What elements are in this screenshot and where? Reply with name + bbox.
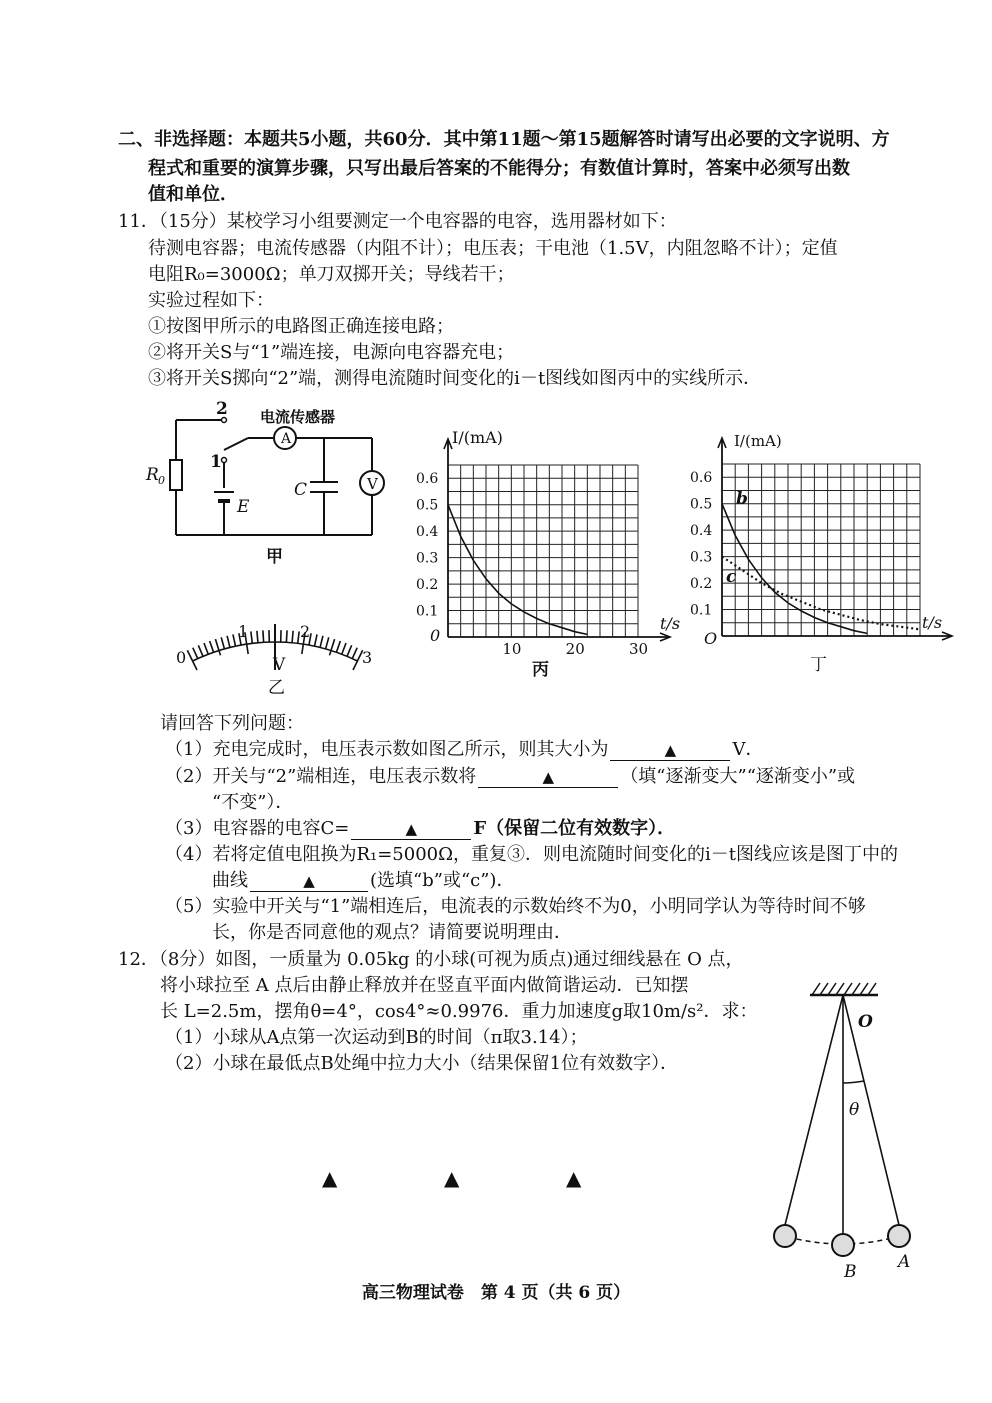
meter-tick-mark xyxy=(330,639,335,655)
q11-step-3: ③将开关S掷向“2”端，测得电流随时间变化的i－t图线如图丙中的实线所示． xyxy=(148,368,762,389)
q11-sub3-unit: F（保留二位有效数字）． xyxy=(473,818,676,839)
x-tick-label: 30 xyxy=(629,640,649,658)
figure-yi-label: 乙 xyxy=(268,678,285,698)
meter-tick-2: 2 xyxy=(300,622,311,641)
pendulum-theta-label: θ xyxy=(849,1100,860,1120)
ding-origin: O xyxy=(704,629,718,648)
circuit-diagram xyxy=(140,400,390,570)
q11-sub4-cont xyxy=(212,869,514,893)
chart-ding xyxy=(690,430,980,680)
q11-sub3 xyxy=(165,817,675,841)
bing-ylabel: I/(mA) xyxy=(452,428,503,447)
pendulum-diagram xyxy=(760,975,930,1285)
y-tick-label: 0.2 xyxy=(690,576,713,593)
meter-tick-mark xyxy=(352,648,357,659)
y-tick-label: 0.5 xyxy=(416,497,439,514)
ding-curve-b xyxy=(722,504,867,634)
ball-left-icon xyxy=(774,1225,796,1247)
meter-tick-mark xyxy=(298,631,299,643)
y-tick-label: 0.6 xyxy=(416,471,439,488)
y-tick-label: 0.1 xyxy=(416,603,439,620)
meter-tick-mark xyxy=(320,636,323,648)
meter-tick-mark xyxy=(204,643,208,654)
q12-line-1: 12．（8分）如图，一质量为 0.05kg 的小球(可视为质点)通过细线悬在 O 点， xyxy=(118,949,744,970)
meter-tick-mark xyxy=(286,630,287,642)
c-label: C xyxy=(294,480,308,500)
meter-tick-1: 1 xyxy=(238,622,249,641)
ding-curve-c-label: c xyxy=(726,567,737,587)
bing-xlabel: t/s xyxy=(660,614,681,633)
r0-label: R xyxy=(146,465,159,485)
q12-line-3: 长 L=2.5m，摆角θ=4°，cos4°≈0.9976．重力加速度g取10m/s²．求： xyxy=(160,1001,758,1022)
q11-sub5-cont: 长，你是否同意他的观点？请简要说明理由． xyxy=(212,922,572,943)
meter-tick-0: 0 xyxy=(176,648,187,667)
q11-sub1-blank[interactable] xyxy=(610,740,730,761)
terminal-2: 2 xyxy=(216,399,228,419)
y-tick-label: 0.1 xyxy=(690,602,713,619)
q11-sub4-hint: (选填“b”或“c”)． xyxy=(370,870,515,891)
ammeter-label: A xyxy=(281,431,292,447)
q11-sub2-cont: “不变”）． xyxy=(212,792,294,813)
blank-mark: ▲ xyxy=(405,820,418,838)
y-tick-label: 0.3 xyxy=(690,549,713,566)
q11-sub1-unit: V． xyxy=(732,739,764,760)
y-tick-label: 0.2 xyxy=(416,577,439,594)
q11-materials-2: 电阻R₀=3000Ω；单刀双掷开关；导线若干； xyxy=(148,264,515,285)
meter-tick-mark xyxy=(227,636,230,648)
y-tick-label: 0.4 xyxy=(690,523,713,540)
q12-sub1: （1）小球从A点第一次运动到B的时间（π取3.14）； xyxy=(165,1027,588,1048)
meter-tick-mark xyxy=(263,630,264,642)
ball-a-icon xyxy=(888,1225,910,1247)
q12-sub2: （2）小球在最低点B处绳中拉力大小（结果保留1位有效数字）． xyxy=(165,1053,679,1074)
x-tick-label: 20 xyxy=(565,640,585,658)
q11-step-2: ②将开关S与“1”端连接，电源向电容器充电； xyxy=(148,342,515,363)
y-tick-label: 0.3 xyxy=(416,550,439,567)
y-tick-label: 0.4 xyxy=(416,524,439,541)
section-line-2: 程式和重要的演算步骤，只写出最后答案的不能得分；有数值计算时，答案中必须写出数 xyxy=(148,158,850,179)
meter-unit: V xyxy=(273,655,286,675)
q11-sub4: （4）若将定值电阻换为R₁=5000Ω，重复③．则电流随时间变化的i－t图线应该是图丁中的 xyxy=(165,844,899,865)
meter-tick-mark xyxy=(215,639,220,655)
answer-mark-3: ▲ xyxy=(566,1166,582,1190)
meter-tick-mark xyxy=(347,645,352,656)
meter-tick-mark xyxy=(326,637,329,649)
q11-sub4-blank[interactable] xyxy=(250,871,368,892)
q11-prompt: 请回答下列问题： xyxy=(160,713,304,734)
q11-sub3-blank[interactable] xyxy=(351,819,471,840)
ding-curve-b-label: b xyxy=(736,489,748,509)
q11-process-title: 实验过程如下： xyxy=(148,290,274,311)
section-line-3: 值和单位． xyxy=(148,184,238,205)
q11-sub2-hint: （填“逐渐变大”“逐渐变小”或 xyxy=(620,766,856,787)
meter-tick-mark xyxy=(193,648,198,659)
q11-sub4-text: 曲线 xyxy=(212,870,248,891)
q11-sub1-text: （1）充电完成时，电压表示数如图乙所示，则其大小为 xyxy=(165,739,609,760)
meter-tick-mark xyxy=(292,631,293,643)
pendulum-a-label: A xyxy=(898,1252,911,1272)
q11-sub2-text: （2）开关与“2”端相连，电压表示数将 xyxy=(165,766,477,787)
ding-ylabel: I/(mA) xyxy=(734,432,782,450)
ding-curve-c xyxy=(722,557,920,630)
meter-tick-mark xyxy=(221,637,224,649)
answer-mark-2: ▲ xyxy=(444,1166,460,1190)
y-tick-label: 0.6 xyxy=(690,470,713,487)
section-line-1: 二、非选择题：本题共5小题，共60分．其中第11题～第15题解答时请写出必要的文字说明、方 xyxy=(118,129,890,150)
ding-xlabel: t/s xyxy=(922,613,943,632)
q11-sub5: （5）实验中开关与“1”端相连后，电流表的示数始终不为0，小明同学认为等待时间不够 xyxy=(165,896,866,917)
meter-tick-3: 3 xyxy=(362,648,373,667)
figure-ding-label: 丁 xyxy=(810,655,827,675)
q12-line-2: 将小球拉至 A 点后由静止释放并在竖直平面内做简谐运动．已知摆 xyxy=(160,975,689,996)
meter-tick-mark xyxy=(336,641,340,652)
figure-jia-label: 甲 xyxy=(266,547,283,567)
blank-mark: ▲ xyxy=(303,872,315,890)
figure-bing-label: 丙 xyxy=(532,660,549,680)
meter-tick-mark xyxy=(198,645,203,656)
bing-origin: 0 xyxy=(430,626,441,645)
pendulum-b-label: B xyxy=(844,1262,857,1282)
terminal-1: 1 xyxy=(210,452,222,472)
q11-materials-1: 待测电容器；电流传感器（内阻不计）；电压表；干电池（1.5V，内阻忽略不计）；定值 xyxy=(148,238,838,259)
r0-sub: 0 xyxy=(158,474,165,487)
meter-tick-mark xyxy=(315,634,318,646)
meter-tick-mark xyxy=(233,634,236,646)
ball-b-icon xyxy=(832,1234,854,1256)
voltmeter-dial xyxy=(150,585,400,700)
meter-tick-mark xyxy=(257,631,258,643)
meter-tick-mark xyxy=(210,641,214,652)
e-label: E xyxy=(237,497,250,517)
q11-sub1 xyxy=(165,738,763,762)
q11-sub3-text: （3）电容器的电容C= xyxy=(165,818,350,839)
blank-mark: ▲ xyxy=(542,768,555,786)
voltmeter-label: V xyxy=(367,475,378,493)
chart-bing xyxy=(410,425,700,680)
page-footer: 高三物理试卷 第 4 页（共 6 页） xyxy=(361,1283,631,1303)
q11-header: 11．（15分）某校学习小组要测定一个电容器的电容，选用器材如下： xyxy=(118,211,677,232)
bing-curve xyxy=(448,505,587,635)
q11-sub2 xyxy=(165,765,855,789)
meter-tick-mark xyxy=(342,643,346,654)
x-tick-label: 10 xyxy=(502,640,522,658)
answer-mark-1: ▲ xyxy=(322,1166,338,1190)
pendulum-o-label: O xyxy=(858,1012,873,1032)
y-tick-label: 0.5 xyxy=(690,496,713,513)
sensor-label: 电流传感器 xyxy=(260,408,336,426)
q11-sub2-blank[interactable] xyxy=(478,767,618,788)
q11-step-1: ①按图甲所示的电路图正确连接电路； xyxy=(148,316,454,337)
blank-mark: ▲ xyxy=(664,741,677,759)
meter-tick-mark xyxy=(251,631,252,643)
